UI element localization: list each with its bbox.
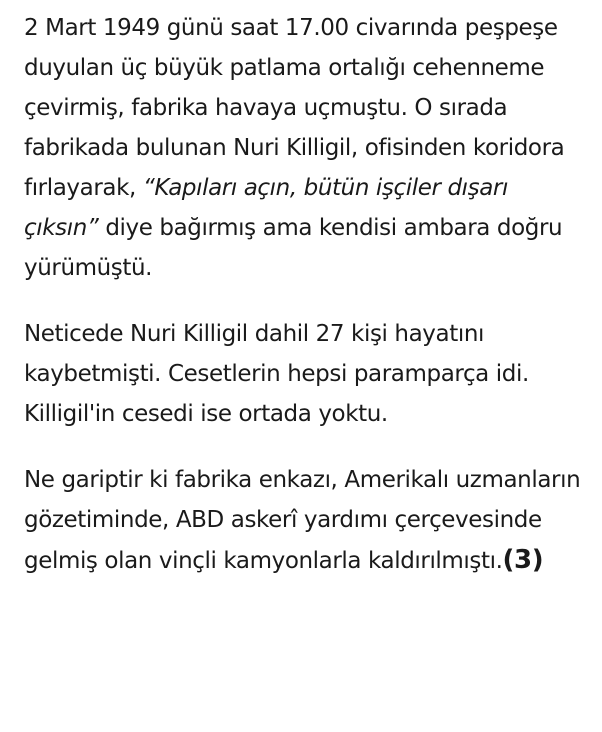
reference-marker[interactable]: (3) (502, 545, 544, 575)
paragraph-cleanup (24, 460, 584, 581)
paragraph-casualties (24, 314, 584, 434)
paragraph-explosion-text-end: diye bağırmış ama kendisi ambara doğru yürümüştü. (24, 215, 563, 281)
article-body (24, 8, 584, 581)
paragraph-explosion-text: 2 Mart 1949 günü saat 17.00 civarında peşpeşe duyulan üç büyük patlama ortalığı cehenneme çevirmiş, fabrika havaya uçmuştu. O sırada fabrikada bulunan Nuri Killigil, ofisinden koridora fırlayarak, (24, 15, 565, 201)
paragraph-cleanup-text: Ne gariptir ki fabrika enkazı, Amerikalı uzmanların gözetiminde, ABD askerî yardımı çerçevesinde gelmiş olan vinçli kamyonlarla kaldırılmıştı. (24, 467, 581, 574)
paragraph-casualties-text: Neticede Nuri Killigil dahil 27 kişi hayatını kaybetmişti. Cesetlerin hepsi paramparça idi. Killigil'in cesedi ise ortada yoktu. (24, 321, 529, 427)
paragraph-explosion (24, 8, 584, 288)
quote-text: “Kapıları açın, bütün işçiler dışarı çıksın” (24, 175, 508, 241)
